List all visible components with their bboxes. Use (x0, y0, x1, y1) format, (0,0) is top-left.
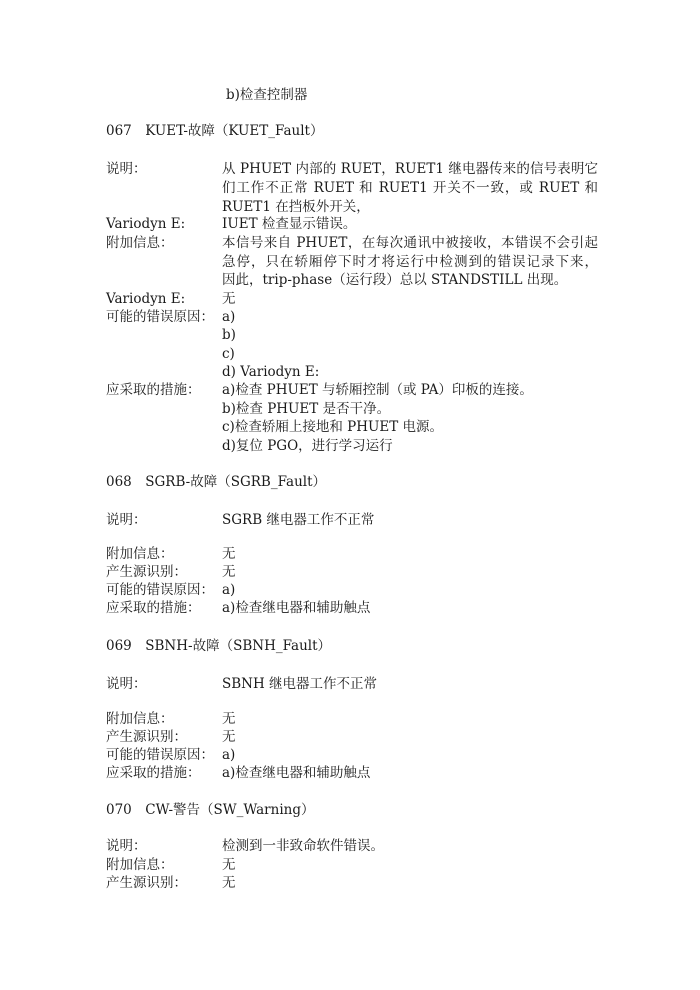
s068-addinfo-label: 附加信息： (106, 546, 174, 562)
s070-addinfo-label: 附加信息： (106, 857, 174, 873)
s068-source-value: 无 (222, 564, 236, 580)
s067-desc-line-2: 们工作不正常 RUET 和 RUET1 开关不一致，或 RUET 和 (222, 180, 598, 196)
s067-variodyn-value-2: 无 (222, 291, 236, 307)
s068-desc-label: 说明： (106, 512, 147, 528)
s067-addinfo-line-2: 急停，只在轿厢停下时才将运行中检测到的错误记录下来， (222, 254, 598, 270)
s068-source-label: 产生源识别： (106, 564, 187, 580)
s068-actions-label: 应采取的措施： (106, 600, 201, 616)
intro-line: b)检查控制器 (226, 87, 308, 103)
s067-variodyn-label-2: Variodyn E: (106, 291, 186, 307)
s069-causes-label: 可能的错误原因： (106, 747, 214, 763)
s067-causes-label: 可能的错误原因： (106, 309, 214, 325)
s067-desc-line-1: 从 PHUET 内部的 RUET，RUET1 继电器传来的信号表明它 (222, 161, 598, 177)
s067-addinfo-line-3: 因此，trip-phase（运行段）总以 STANDSTILL 出现。 (222, 272, 568, 288)
s067-action-c: c)检查轿厢上接地和 PHUET 电源。 (222, 419, 444, 435)
s069-desc-value: SBNH 继电器工作不正常 (222, 676, 378, 692)
s067-action-b: b)检查 PHUET 是否干净。 (222, 401, 391, 417)
s069-addinfo-label: 附加信息： (106, 711, 174, 727)
s069-causes-value: a) (222, 747, 236, 763)
s069-actions-label: 应采取的措施： (106, 765, 201, 781)
s068-addinfo-value: 无 (222, 546, 236, 562)
s067-cause-c: c) (222, 346, 235, 362)
s067-action-a: a)检查 PHUET 与轿厢控制（或 PA）印板的连接。 (222, 382, 533, 398)
s068-causes-value: a) (222, 582, 236, 598)
s070-desc-value: 检测到一非致命软件错误。 (222, 838, 384, 854)
s067-cause-a: a) (222, 309, 236, 325)
s068-desc-value: SGRB 继电器工作不正常 (222, 512, 375, 528)
s070-source-value: 无 (222, 875, 236, 891)
s067-action-d: d)复位 PGO，进行学习运行 (222, 438, 393, 454)
s068-actions-value: a)检查继电器和辅助触点 (222, 600, 371, 616)
s067-addinfo-line-1: 本信号来自 PHUET，在每次通讯中被接收，本错误不会引起 (222, 235, 598, 251)
s067-desc-label: 说明： (106, 161, 147, 177)
s069-desc-label: 说明： (106, 676, 147, 692)
s069-source-value: 无 (222, 729, 236, 745)
s070-desc-label: 说明： (106, 838, 147, 854)
s070-source-label: 产生源识别： (106, 875, 187, 891)
s067-desc-line-3: RUET1 在挡板外开关， (222, 199, 370, 215)
s067-addinfo-label: 附加信息： (106, 235, 174, 251)
s067-actions-label: 应采取的措施： (106, 382, 201, 398)
s067-cause-d: d) Variodyn E: (222, 364, 320, 380)
section-070-heading: 070 CW-警告（SW_Warning） (106, 802, 315, 818)
s069-actions-value: a)检查继电器和辅助触点 (222, 765, 371, 781)
s067-variodyn-label-1: Variodyn E: (106, 216, 186, 232)
section-067-heading: 067 KUET-故障（KUET_Fault） (106, 123, 324, 139)
s068-causes-label: 可能的错误原因： (106, 582, 214, 598)
s067-variodyn-value-1: IUET 检查显示错误。 (222, 216, 357, 232)
s069-source-label: 产生源识别： (106, 729, 187, 745)
section-068-heading: 068 SGRB-故障（SGRB_Fault） (106, 474, 327, 490)
section-069-heading: 069 SBNH-故障（SBNH_Fault） (106, 638, 332, 654)
s067-cause-b: b) (222, 327, 236, 343)
s070-addinfo-value: 无 (222, 857, 236, 873)
s069-addinfo-value: 无 (222, 711, 236, 727)
